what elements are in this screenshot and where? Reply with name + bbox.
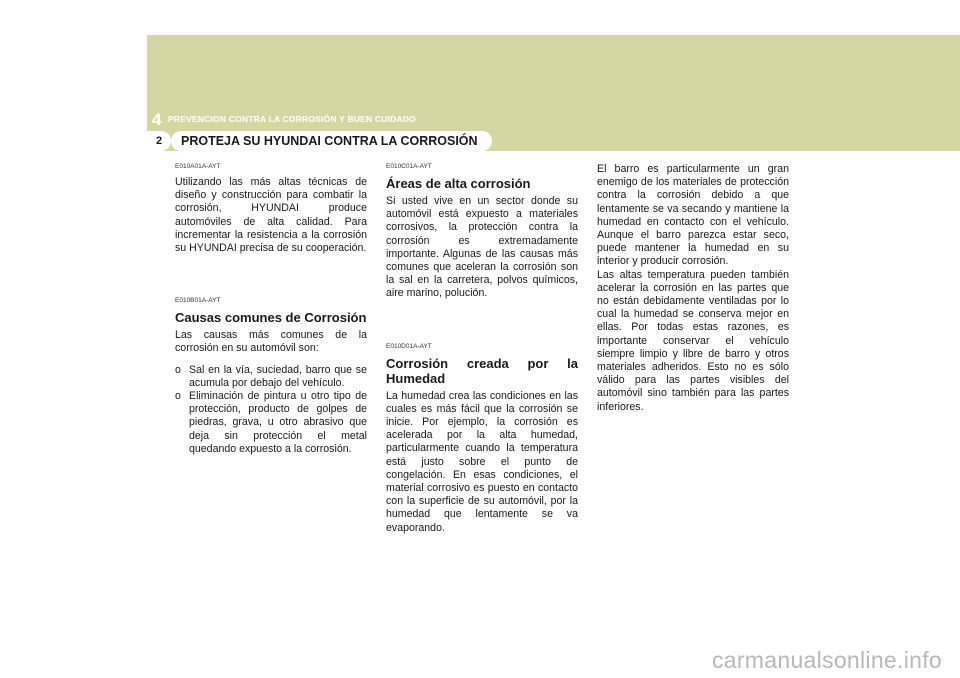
section-title: PROTEJA SU HYUNDAI CONTRA LA CORROSIÓN (171, 131, 492, 151)
causes-text: Las causas más comunes de la corrosión en su automóvil son: (175, 329, 367, 355)
temp-text: Las altas temperatura pueden también acelerar la corrosión en las partes que no están debidamente ventiladas por lo cual la humedad se conserva mejor en ellas. Por todas estas razones, es importante conservar el vehículo siempre limpio y libre de barro y otros materiales adheridos. Esto no es sólo válido para las partes visibles del automóvil sino también para las partes inferiores. (597, 268, 789, 413)
column-middle (386, 163, 578, 535)
bullet: o (175, 390, 181, 403)
chapter-number: 4 (152, 110, 162, 129)
humidity-text: La humedad crea las condiciones en las cuales es más fácil que la corrosión se inicie. Por ejemplo, la corrosión es acelerada por la alta humedad, particularmente cuando la temperatura está justo sobre el punto de congelación. En esas condiciones, el material corrosivo es puesto en contacto con la superficie de su automóvil, por la humedad que lentamente se va evaporando. (386, 389, 578, 534)
bullet: o (175, 363, 181, 376)
intro-code: E010A01A-AYT (175, 163, 221, 170)
page-tab (147, 131, 642, 151)
column-left (175, 163, 367, 456)
humidity-title: Corrosión creada por la Humedad (386, 355, 578, 386)
list-item-text: Sal en la vía, suciedad, barro que se acumula por debajo del vehículo. (189, 363, 367, 389)
areas-code: E010C01A-AYT (386, 163, 432, 170)
causes-title: Causas comunes de Corrosión (175, 310, 367, 326)
watermark: carmanualsonline.info (711, 647, 942, 673)
page-number: 2 (147, 131, 171, 151)
column-right (597, 163, 789, 414)
areas-text: Si usted vive en un sector donde su automóvil está expuesto a materiales corrosivos, la protección contra la corrosión es extremadamente importante. Algunas de las causas más comunes que aceleran la corrosión son la sal en la carretera, polvos químicos, aire marino, polución. (386, 195, 578, 300)
causes-code: E010B01A-AYT (175, 297, 221, 305)
chapter-title: PREVENCION CONTRA LA CORROSIÓN Y BUEN CUIDADO (168, 114, 416, 124)
causes-list (175, 364, 367, 456)
areas-title: Áreas de alta corrosión (386, 176, 531, 191)
intro-text: Utilizando las más altas técnicas de diseño y construcción para combatir la corrosión, HYUNDAI produce automóviles de alta calidad. Para incrementar la resistencia a la corrosión su HYUNDAI precisa de su cooperación. (175, 176, 367, 255)
list-item (175, 364, 367, 390)
list-item (175, 390, 367, 456)
list-item-text: Eliminación de pintura u otro tipo de protección, producto de golpes de piedras, grava, u otro abrasivo que deja sin protección el metal quedando expuesto a la corrosión. (189, 390, 367, 455)
humidity-code: E010D01A-AYT (386, 342, 432, 350)
mud-text: El barro es particularmente un gran enemigo de los materiales de protección contra la corrosión debido a que lentamente se va secando y mantiene la humedad en contacto con el vehículo. Aunque el barro parezca estar seco, puede mantener la humedad en su interior y producir corrosión. (597, 163, 789, 268)
